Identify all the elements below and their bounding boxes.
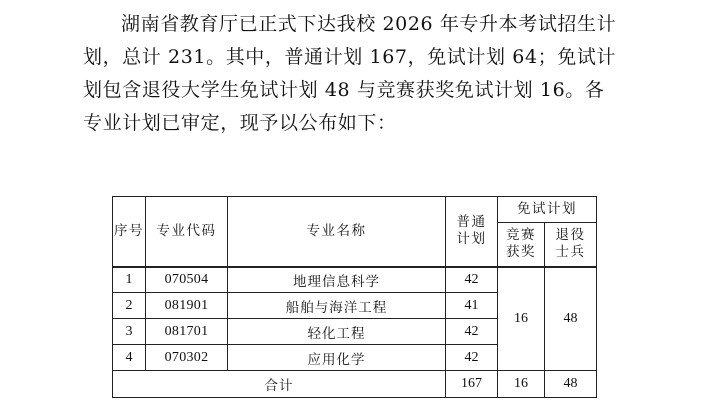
row-index: 3 (113, 319, 146, 345)
row-regular: 42 (446, 267, 498, 293)
paragraph-line: 专业计划已审定，现予以公布如下： (83, 112, 397, 134)
row-code: 081701 (146, 319, 228, 345)
header-regular: 普通计划 (446, 197, 498, 267)
table-row (113, 267, 597, 293)
header-name: 专业名称 (228, 197, 446, 267)
paragraph-line: 划包含退役大学生免试计划 48 与竞赛获奖免试计划 16。各 (83, 79, 605, 101)
row-name: 地理信息科学 (228, 267, 446, 293)
total-veteran: 48 (545, 371, 597, 398)
row-regular: 42 (446, 345, 498, 371)
paragraph-line: 划，总计 231。其中，普通计划 167，免试计划 64；免试计 (83, 46, 617, 68)
row-regular: 41 (446, 293, 498, 319)
row-regular: 42 (446, 319, 498, 345)
announcement-paragraph (83, 8, 683, 140)
row-name: 应用化学 (228, 345, 446, 371)
row-index: 4 (113, 345, 146, 371)
row-name: 轻化工程 (228, 319, 446, 345)
paragraph-line: 湖南省教育厅已正式下达我校 2026 年专升本考试招生计 (121, 13, 617, 35)
row-name: 船舶与海洋工程 (228, 293, 446, 319)
row-code: 070302 (146, 345, 228, 371)
enrollment-plan-table (112, 196, 597, 398)
header-code: 专业代码 (146, 197, 228, 267)
total-row (113, 371, 597, 398)
header-index: 序号 (113, 197, 146, 267)
header-competition: 竞赛获奖 (498, 223, 545, 267)
total-regular: 167 (446, 371, 498, 398)
total-competition: 16 (498, 371, 545, 398)
merged-competition: 16 (498, 267, 545, 371)
row-index: 2 (113, 293, 146, 319)
total-label: 合计 (113, 371, 446, 398)
header-veteran: 退役士兵 (545, 223, 597, 267)
row-index: 1 (113, 267, 146, 293)
row-code: 081901 (146, 293, 228, 319)
merged-veteran: 48 (545, 267, 597, 371)
row-code: 070504 (146, 267, 228, 293)
header-exempt-group: 免试计划 (498, 197, 597, 223)
